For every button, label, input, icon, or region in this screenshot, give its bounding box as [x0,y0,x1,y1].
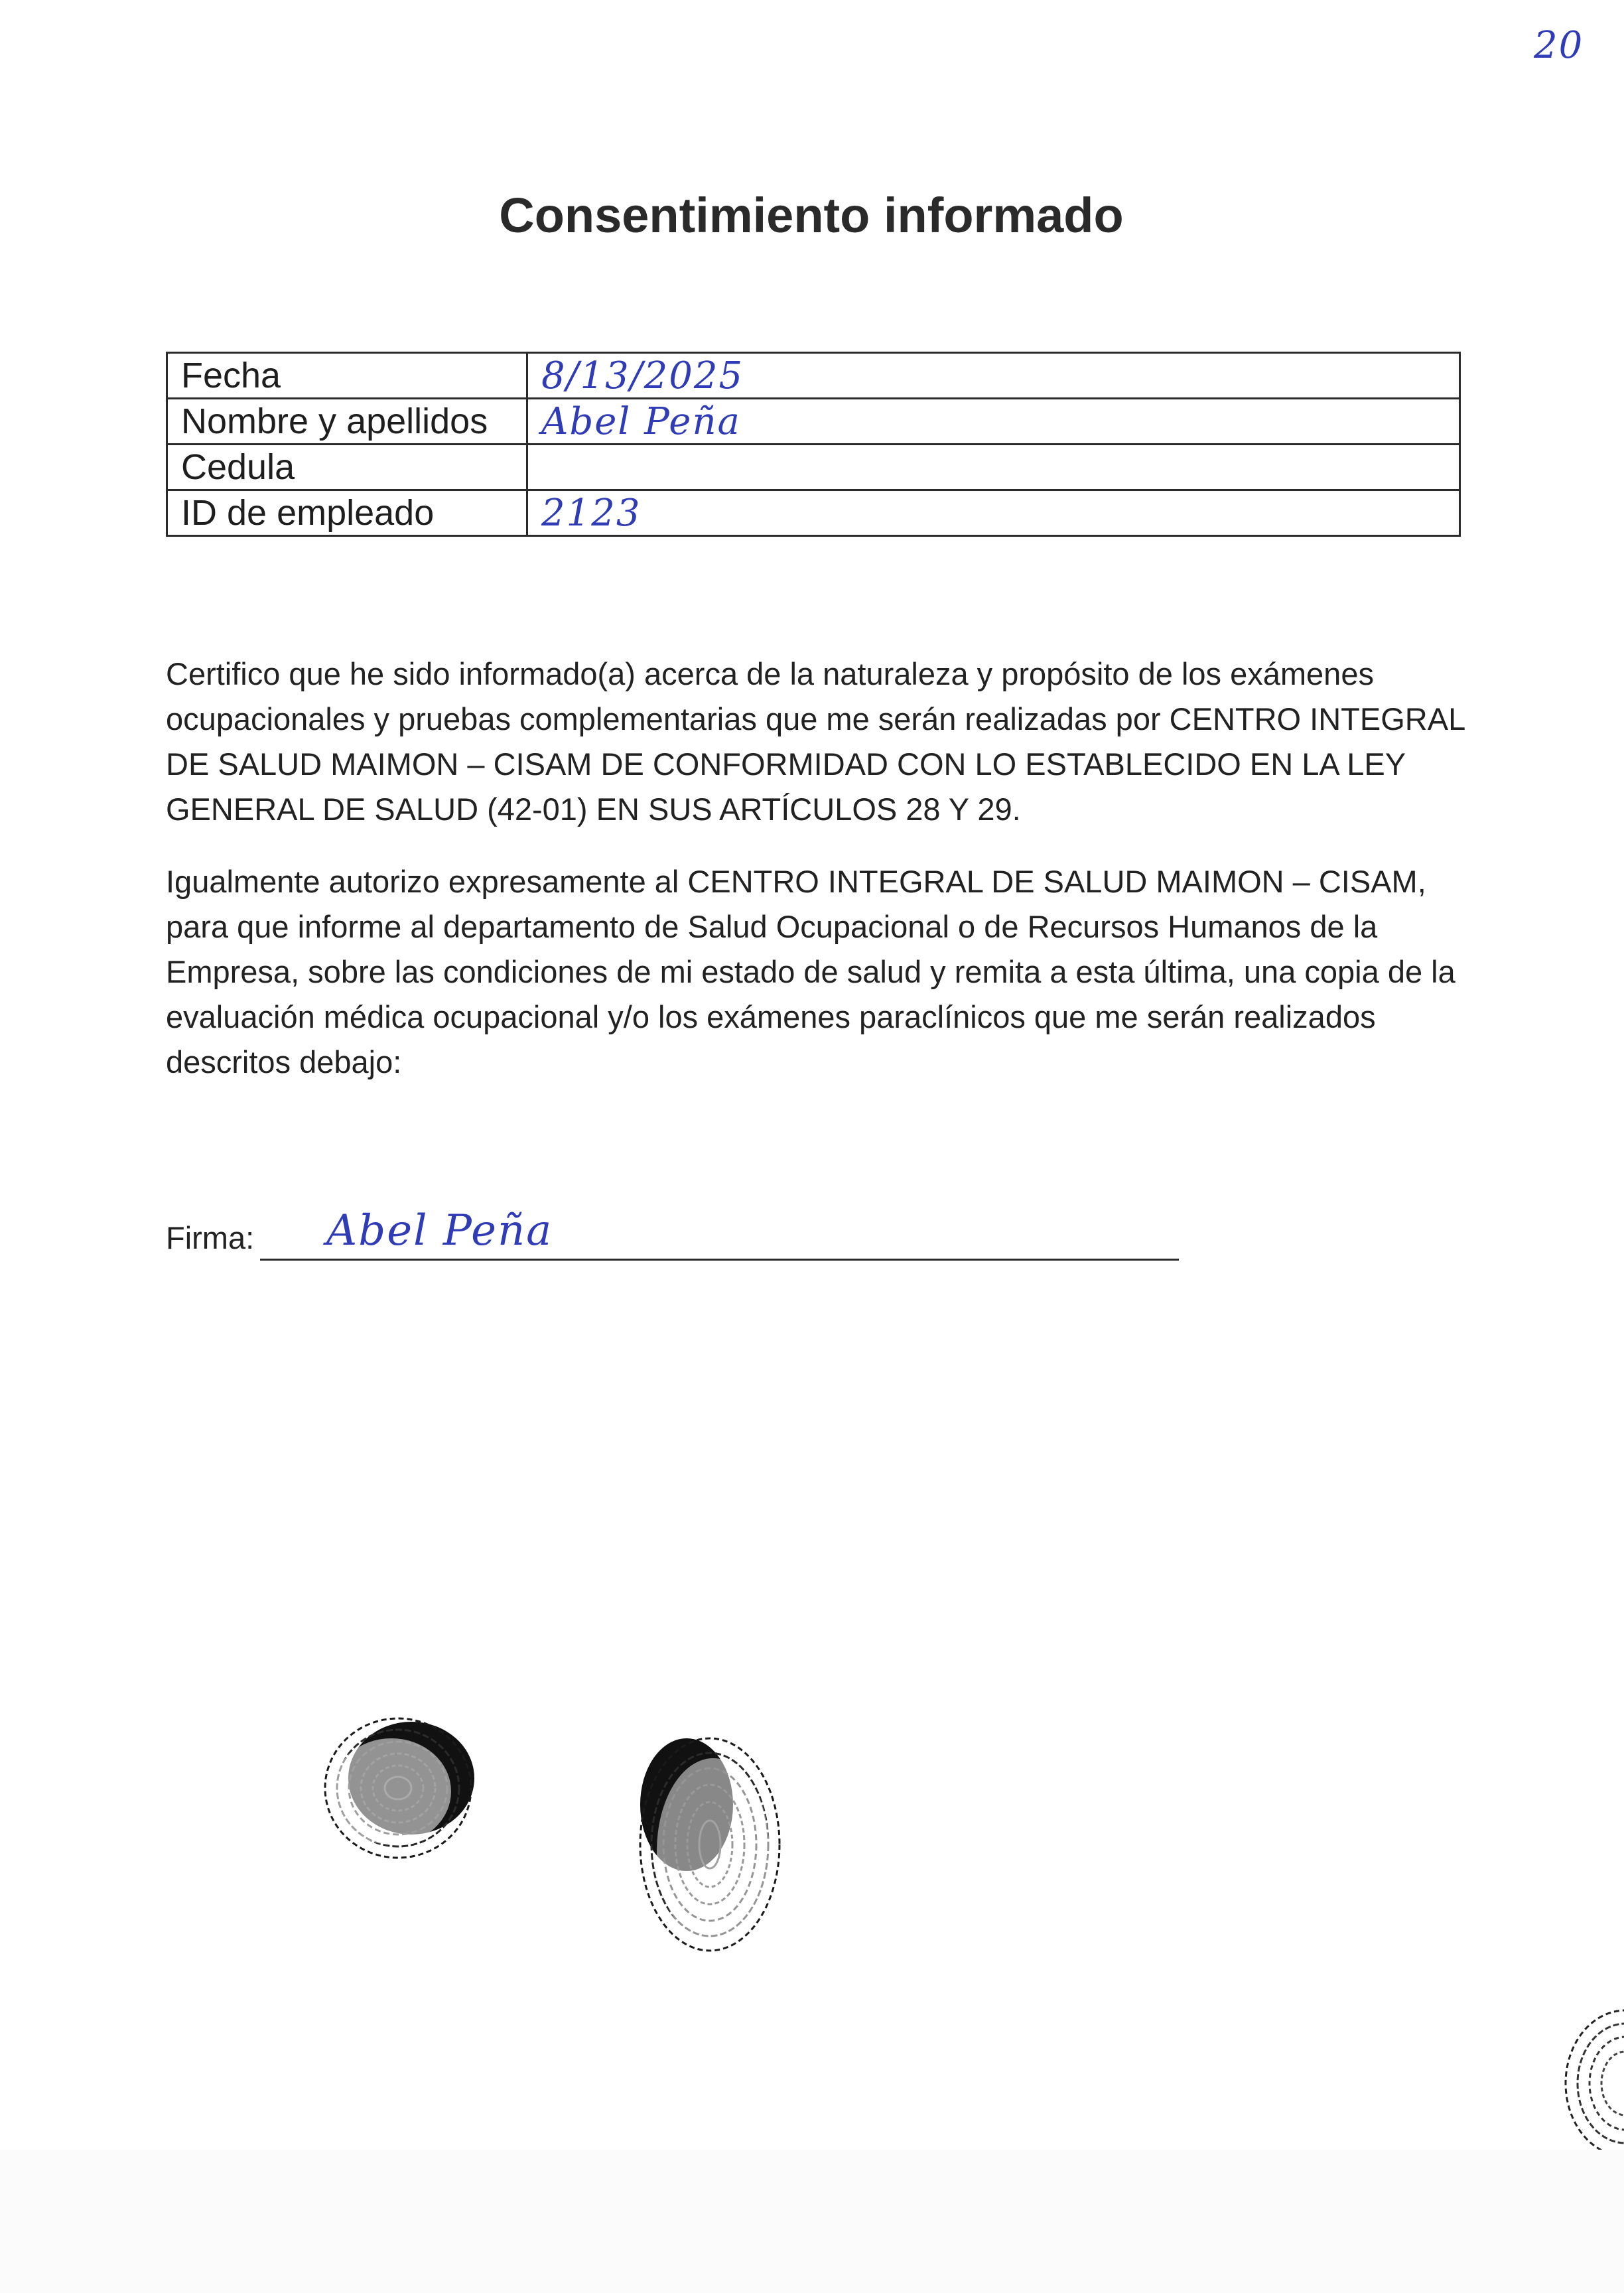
info-table [166,352,1461,537]
nombre-handwritten: Abel Peña [541,399,741,443]
fecha-handwritten: 8/13/2025 [541,354,744,397]
fingerprint-icon [1552,2004,1624,2163]
id-empleado-handwritten: 2123 [541,491,642,535]
cedula-value[interactable] [527,445,1460,490]
table-row-fecha [167,353,1460,399]
table-row-id-empleado [167,490,1460,536]
document-title-text: Consentimiento informado [499,188,1124,243]
table-row-nombre [167,399,1460,445]
fecha-label: Fecha [167,353,527,399]
handwritten-page-number: 20 [1534,24,1584,67]
nombre-value[interactable] [527,399,1460,445]
id-empleado-label: ID de empleado [167,490,527,536]
fingerprint-icon [620,1725,793,1964]
fecha-value[interactable] [527,353,1460,399]
signature-label: Firma: [166,1220,255,1255]
scan-bottom-band [0,2150,1624,2293]
signature-line[interactable] [260,1259,1179,1261]
fingerprint-icon [312,1699,484,1871]
table-row-cedula [167,445,1460,490]
document-title [0,187,1624,243]
signature-handwritten: Abel Peña [326,1206,553,1255]
nombre-label: Nombre y apellidos [167,399,527,445]
paragraph-certification: Certifico que he sido informado(a) acerca de la naturaleza y propósito de los exámenes ocupacionales y pruebas complementarias que me serán realizadas por CENTRO INTEGRAL DE SALUD MAIMON – CISAM DE CONFORMIDAD CON LO ESTABLECIDO EN LA LEY GENERAL DE SALUD (42-01) EN SUS ARTÍCULOS 28 Y 29. [166,656,1465,827]
id-empleado-value[interactable] [527,490,1460,536]
paragraph-authorization: Igualmente autorizo expresamente al CENTRO INTEGRAL DE SALUD MAIMON – CISAM, para que informe al departamento de Salud Ocupacional o de Recursos Humanos de la Empresa, sobre las condiciones de mi estado de salud y remita a esta última, una copia de la evaluación médica ocupacional y/o los exámenes paraclínicos que me serán realizados descritos debajo: [166,864,1455,1079]
cedula-label: Cedula [167,445,527,490]
